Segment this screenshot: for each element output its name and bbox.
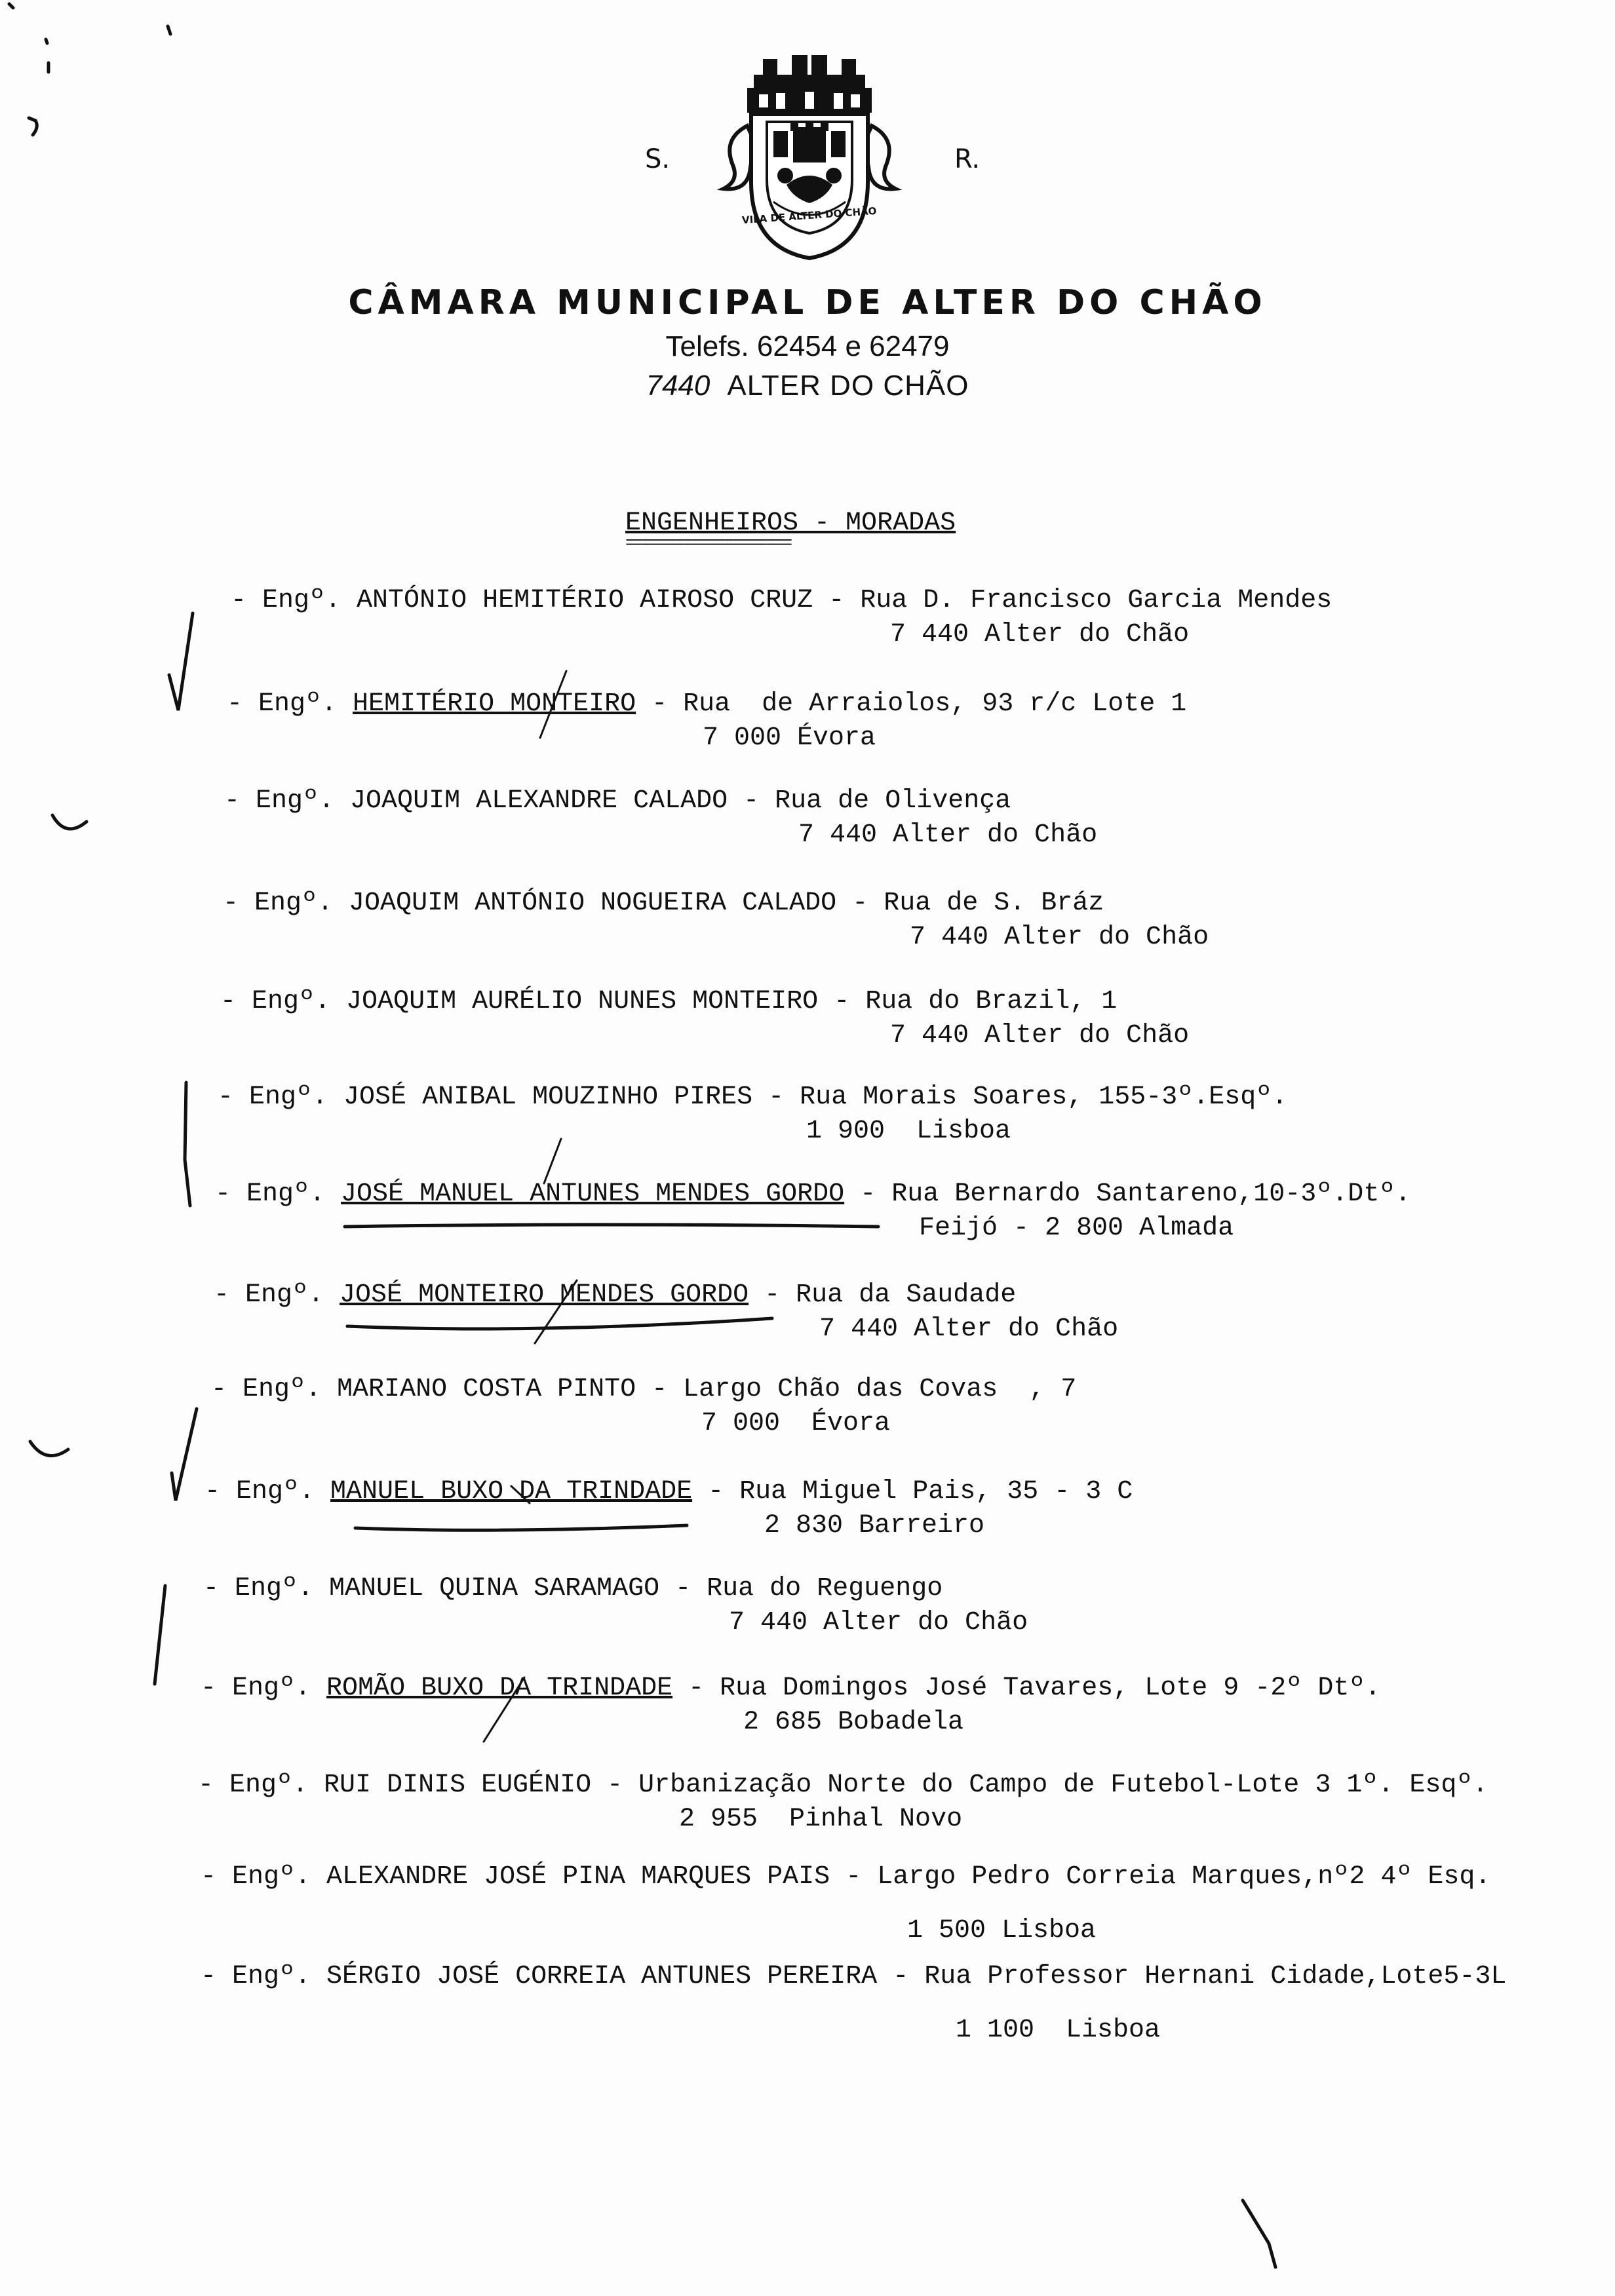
- entry-prefix: - Engº.: [211, 1375, 322, 1404]
- header-right-letter: R.: [954, 144, 981, 174]
- list-item: [201, 1962, 1507, 2080]
- entry-prefix: - Engº.: [231, 586, 341, 615]
- entry-prefix: - Engº.: [201, 1962, 311, 1991]
- check-mark: [169, 613, 193, 710]
- entry-city: Feijó - 2 800 Almada: [919, 1214, 1234, 1243]
- entry-city: 1 100 Lisboa: [956, 2016, 1161, 2045]
- pen-underline: [347, 1318, 772, 1329]
- entry-address: - Largo Chão das Covas , 7: [652, 1375, 1077, 1404]
- entry-prefix: - Engº.: [214, 1280, 324, 1310]
- entry-city: 2 955 Pinhal Novo: [679, 1805, 963, 1834]
- entry-city: 2 830 Barreiro: [764, 1511, 985, 1540]
- entry-city: 2 685 Bobadela: [743, 1708, 964, 1737]
- institution-name: CÂMARA MUNICIPAL DE ALTER DO CHÃO: [348, 283, 1267, 322]
- entry-address: - Rua D. Francisco Garcia Mendes: [828, 586, 1333, 615]
- header-address: [0, 370, 1615, 402]
- entry-prefix: - Engº.: [201, 1674, 311, 1703]
- entry-city: 7 440 Alter do Chão: [890, 1021, 1190, 1050]
- entry-city: 7 000 Évora: [701, 1409, 891, 1438]
- entry-name: RUI DINIS EUGÉNIO: [324, 1770, 592, 1800]
- check-mark: [185, 1082, 190, 1206]
- entry-address: - Rua do Brazil, 1: [834, 987, 1118, 1016]
- entry-address: - Urbanização Norte do Campo de Futebol-Lote 3 1º. Esqº.: [607, 1770, 1489, 1800]
- pen-slash: [544, 1139, 561, 1183]
- entry-prefix: - Engº.: [227, 689, 338, 719]
- entry-prefix: - Engº.: [201, 1862, 311, 1892]
- entry-address: - Rua de Olivença: [743, 786, 1011, 816]
- entry-prefix: - Engº.: [215, 1179, 326, 1209]
- entry-name: SÉRGIO JOSÉ CORREIA ANTUNES PEREIRA: [326, 1962, 878, 1991]
- margin-curve-mark: [52, 815, 87, 829]
- document-title: ENGENHEIROS - MORADAS: [625, 508, 956, 538]
- entry-city: 7 000 Évora: [703, 723, 876, 753]
- bottom-pen-mark: [1243, 2200, 1275, 2267]
- header-postal-code: 7440: [646, 370, 710, 402]
- entry-prefix: - Engº.: [224, 786, 335, 816]
- check-mark: [155, 1586, 165, 1684]
- entry-city: 7 440 Alter do Chão: [798, 820, 1098, 850]
- document-title-rule: ====================: [625, 533, 791, 553]
- header-left-letter: S.: [645, 144, 671, 174]
- entry-address: - Rua Bernardo Santareno,10-3º.Dtº.: [860, 1179, 1411, 1209]
- entry-city: 7 440 Alter do Chão: [729, 1608, 1028, 1637]
- entry-name: JOSÉ MONTEIRO MENDES GORDO: [340, 1280, 749, 1310]
- entry-address: - Rua Professor Hernani Cidade,Lote5-3L: [893, 1962, 1507, 1991]
- entry-address: - Rua de Arraiolos, 93 r/c Lote 1: [652, 689, 1187, 719]
- entry-address: - Rua da Saudade: [764, 1280, 1017, 1310]
- check-mark: [172, 1409, 197, 1501]
- pen-underline: [345, 1225, 878, 1227]
- entry-name: JOAQUIM ANTÓNIO NOGUEIRA CALADO: [349, 889, 837, 918]
- entry-prefix: - Engº.: [204, 1477, 315, 1506]
- entry-prefix: - Engº.: [218, 1082, 328, 1112]
- entry-prefix: - Engº.: [203, 1574, 314, 1603]
- header-phones: Telefs. 62454 e 62479: [665, 330, 950, 362]
- entry-city: 7 440 Alter do Chão: [890, 620, 1190, 649]
- entry-address: - Rua de S. Bráz: [852, 889, 1104, 918]
- entry-address: - Rua Domingos José Tavares, Lote 9 -2º Dtº.: [688, 1674, 1381, 1703]
- margin-speck-mark: [9, 4, 170, 135]
- entry-address: - Rua Miguel Pais, 35 - 3 C: [708, 1477, 1133, 1506]
- header-town: ALTER DO CHÃO: [727, 370, 969, 402]
- entry-name: JOSÉ MANUEL ANTUNES MENDES GORDO: [341, 1179, 845, 1209]
- entry-name: HEMITÉRIO MONTEIRO: [353, 689, 636, 719]
- entry-name: MANUEL QUINA SARAMAGO: [329, 1574, 660, 1603]
- municipal-crest-logo: [708, 54, 911, 263]
- entry-name: ANTÓNIO HEMITÉRIO AIROSO CRUZ: [357, 586, 813, 615]
- entry-address: - Largo Pedro Correia Marques,nº2 4º Esq.: [846, 1862, 1491, 1892]
- entry-name: MARIANO COSTA PINTO: [337, 1375, 636, 1404]
- entry-city: 7 440 Alter do Chão: [910, 923, 1209, 952]
- entry-address: - Rua do Reguengo: [675, 1574, 943, 1603]
- entry-name: ROMÃO BUXO DA TRINDADE: [326, 1674, 673, 1703]
- entry-city: 7 440 Alter do Chão: [819, 1314, 1119, 1344]
- entry-city: 1 900 Lisboa: [806, 1117, 1011, 1146]
- pen-underline: [355, 1525, 687, 1530]
- margin-curve-mark: [30, 1442, 68, 1456]
- entry-name: ALEXANDRE JOSÉ PINA MARQUES PAIS: [326, 1862, 830, 1892]
- entry-prefix: - Engº.: [220, 987, 331, 1016]
- entry-name: MANUEL BUXO DA TRINDADE: [330, 1477, 693, 1506]
- entry-name: JOAQUIM AURÉLIO NUNES MONTEIRO: [346, 987, 819, 1016]
- entry-prefix: - Engº.: [223, 889, 334, 918]
- entry-city: 1 500 Lisboa: [907, 1916, 1097, 1945]
- entry-name: JOSÉ ANIBAL MOUZINHO PIRES: [343, 1082, 753, 1112]
- entry-name: JOAQUIM ALEXANDRE CALADO: [350, 786, 728, 816]
- svg-text:VILA DE ALTER DO CHÃO: VILA DE ALTER DO CHÃO: [741, 204, 877, 227]
- entry-prefix: - Engº.: [198, 1770, 309, 1800]
- entry-address: - Rua Morais Soares, 155-3º.Esqº.: [768, 1082, 1288, 1112]
